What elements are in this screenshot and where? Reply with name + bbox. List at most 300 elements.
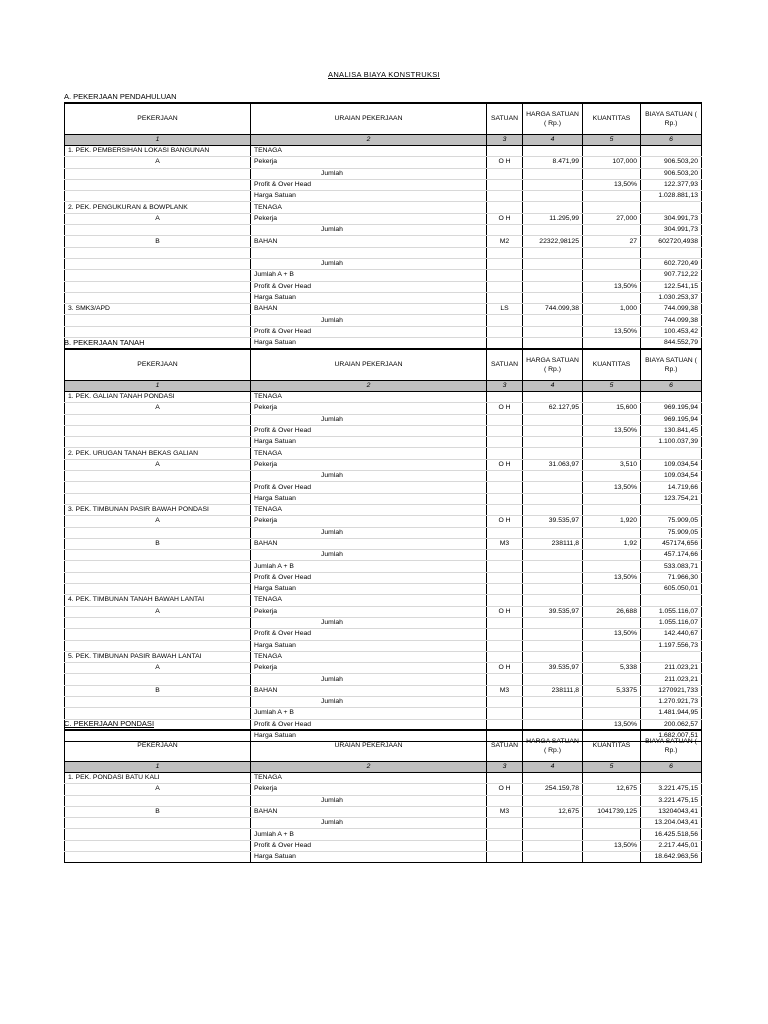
table-cell: [583, 640, 641, 651]
table-cell: [65, 191, 251, 202]
table-cell: [487, 437, 523, 448]
table-cell: [523, 326, 583, 337]
header-biaya-satuan: BIAYA SATUAN ( Rp.): [641, 349, 702, 381]
table-row: [65, 697, 702, 708]
table-cell: [523, 572, 583, 583]
table-row: [65, 617, 702, 628]
table-cell: Harga Satuan: [251, 640, 487, 651]
table-cell: A: [65, 459, 251, 470]
table-cell: 744.099,38: [523, 304, 583, 315]
table-cell: Jumlah A + B: [251, 270, 487, 281]
column-number: 5: [583, 381, 641, 392]
table-cell: 12,675: [523, 806, 583, 817]
table-cell: 5,338: [583, 663, 641, 674]
table-cell: [583, 595, 641, 606]
table-cell: [65, 550, 251, 561]
column-number: 1: [65, 381, 251, 392]
table-cell: 1,920: [583, 516, 641, 527]
table-cell: [523, 852, 583, 863]
table-cell: [583, 270, 641, 281]
table-cell: 31.063,97: [523, 459, 583, 470]
table-cell: 13,50%: [583, 179, 641, 190]
column-number: 1: [65, 762, 251, 773]
table-cell: 1.055.116,07: [641, 617, 702, 628]
table-cell: 13.204.043,41: [641, 818, 702, 829]
table-cell: 2.217.445,01: [641, 840, 702, 851]
table-cell: [523, 315, 583, 326]
header-satuan: SATUAN: [487, 730, 523, 762]
table-cell: [487, 191, 523, 202]
table-cell: [487, 326, 523, 337]
table-cell: Profit & Over Head: [251, 840, 487, 851]
table-cell: [583, 773, 641, 784]
table-cell: Harga Satuan: [251, 493, 487, 504]
table-row: [65, 392, 702, 403]
table-cell: 14.719,66: [641, 482, 702, 493]
table-cell: [523, 292, 583, 303]
table-cell: 15,600: [583, 403, 641, 414]
table-cell: 1.682.007,51: [641, 730, 702, 741]
table-cell: [523, 773, 583, 784]
table-cell: [583, 708, 641, 719]
table-cell: Jumlah: [251, 818, 487, 829]
table-cell: [523, 471, 583, 482]
section-title-a: A. PEKERJAAN PENDAHULUAN: [64, 92, 177, 101]
table-row: [65, 840, 702, 851]
table-cell: 304.991,73: [641, 213, 702, 224]
table-cell: 39.535,97: [523, 516, 583, 527]
table-cell: A: [65, 606, 251, 617]
table-cell: [523, 795, 583, 806]
table-cell: [523, 629, 583, 640]
table-cell: [583, 471, 641, 482]
table-row: [65, 527, 702, 538]
header-kuantitas: KUANTITAS: [583, 103, 641, 135]
table-cell: [487, 414, 523, 425]
table-cell: [487, 146, 523, 157]
table-cell: 27,000: [583, 213, 641, 224]
table-cell: Profit & Over Head: [251, 326, 487, 337]
table-cell: TENAGA: [251, 146, 487, 157]
table-cell: [641, 651, 702, 662]
table-cell: 8.471,99: [523, 157, 583, 168]
table-cell: 13,50%: [583, 425, 641, 436]
table-cell: M3: [487, 538, 523, 549]
table-cell: [65, 168, 251, 179]
table-cell: 457.174,66: [641, 550, 702, 561]
table-cell: [523, 425, 583, 436]
table-cell: 109.034,54: [641, 459, 702, 470]
table-cell: [487, 270, 523, 281]
table-cell: [487, 448, 523, 459]
table-cell: BAHAN: [251, 236, 487, 247]
table-cell: [523, 504, 583, 515]
table-cell: [487, 595, 523, 606]
table-cell: O H: [487, 213, 523, 224]
table-cell: 107,000: [583, 157, 641, 168]
table-cell: [65, 795, 251, 806]
column-number: 3: [487, 381, 523, 392]
table-cell: 605.050,01: [641, 584, 702, 595]
table-row: [65, 225, 702, 236]
table-cell: [641, 448, 702, 459]
table-cell: 27: [583, 236, 641, 247]
table-cell: Harga Satuan: [251, 730, 487, 741]
table-row: [65, 236, 702, 247]
table-cell: [65, 572, 251, 583]
table-cell: [487, 550, 523, 561]
table-cell: Profit & Over Head: [251, 482, 487, 493]
table-cell: [523, 225, 583, 236]
table-cell: BAHAN: [251, 538, 487, 549]
table-cell: [523, 247, 583, 258]
document-title: ANALISA BIAYA KONSTRUKSI: [328, 70, 440, 79]
table-cell: 122.541,15: [641, 281, 702, 292]
table-row: [65, 414, 702, 425]
table-cell: [523, 829, 583, 840]
table-row: [65, 258, 702, 269]
table-cell: 744.099,38: [641, 304, 702, 315]
table-cell: 13,50%: [583, 840, 641, 851]
table-row: [65, 304, 702, 315]
table-cell: Jumlah: [251, 795, 487, 806]
table-cell: 1. PEK. GALIAN TANAH PONDASI: [65, 392, 251, 403]
table-cell: [583, 697, 641, 708]
table-row: [65, 640, 702, 651]
table-cell: [487, 840, 523, 851]
header-uraian: URAIAN PEKERJAAN: [251, 730, 487, 762]
table-cell: [487, 584, 523, 595]
table-cell: [65, 425, 251, 436]
table-cell: [523, 482, 583, 493]
table-cell: A: [65, 157, 251, 168]
table-cell: 11.295,99: [523, 213, 583, 224]
table-cell: [487, 651, 523, 662]
table-cell: TENAGA: [251, 595, 487, 606]
table-cell: TENAGA: [251, 202, 487, 213]
column-number: 6: [641, 135, 702, 146]
table-cell: [487, 292, 523, 303]
table-cell: [65, 315, 251, 326]
table-cell: [65, 326, 251, 337]
table-cell: 844.552,79: [641, 338, 702, 349]
table-cell: 3.221.475,15: [641, 795, 702, 806]
table-row: [65, 493, 702, 504]
table-cell: [487, 504, 523, 515]
table-cell: Pekerja: [251, 516, 487, 527]
header-pekerjaan: PEKERJAAN: [65, 730, 251, 762]
column-number: 6: [641, 762, 702, 773]
table-row: [65, 806, 702, 817]
table-cell: M2: [487, 236, 523, 247]
table-cell: [523, 437, 583, 448]
table-cell: [65, 281, 251, 292]
table-cell: Jumlah: [251, 414, 487, 425]
table-cell: TENAGA: [251, 392, 487, 403]
table-cell: 1. PEK. PONDASI BATU KALI: [65, 773, 251, 784]
table-cell: [65, 640, 251, 651]
table-row: [65, 202, 702, 213]
table-cell: Jumlah: [251, 550, 487, 561]
table-cell: [523, 392, 583, 403]
table-row: [65, 315, 702, 326]
table-cell: 1.030.253,37: [641, 292, 702, 303]
table-cell: Jumlah: [251, 258, 487, 269]
column-number: 5: [583, 762, 641, 773]
table-cell: [523, 258, 583, 269]
table-cell: [523, 584, 583, 595]
table-row: [65, 191, 702, 202]
table-cell: [523, 550, 583, 561]
table-cell: Jumlah: [251, 471, 487, 482]
table-row: [65, 572, 702, 583]
table-row: [65, 504, 702, 515]
table-cell: 130.841,45: [641, 425, 702, 436]
table-cell: Pekerja: [251, 784, 487, 795]
table-cell: [523, 617, 583, 628]
table-cell: [523, 202, 583, 213]
header-harga-satuan: HARGA SATUAN ( Rp.): [523, 730, 583, 762]
table-cell: Jumlah A + B: [251, 561, 487, 572]
table-cell: 1,92: [583, 538, 641, 549]
table-cell: 39.535,97: [523, 606, 583, 617]
table-cell: Jumlah: [251, 225, 487, 236]
table-cell: [523, 414, 583, 425]
table-cell: 1. PEK. PEMBERSIHAN LOKASI BANGUNAN: [65, 146, 251, 157]
table-cell: [583, 550, 641, 561]
table-cell: [583, 818, 641, 829]
column-number: 2: [251, 135, 487, 146]
table-cell: [65, 292, 251, 303]
table-cell: [583, 202, 641, 213]
table-cell: 602.720,49: [641, 258, 702, 269]
table-cell: [65, 247, 251, 258]
table-cell: [487, 202, 523, 213]
table-cell: 62.127,95: [523, 403, 583, 414]
table-row: [65, 538, 702, 549]
header-uraian: URAIAN PEKERJAAN: [251, 349, 487, 381]
table-cell: TENAGA: [251, 448, 487, 459]
table-cell: 75.909,05: [641, 527, 702, 538]
table-cell: [583, 292, 641, 303]
table-cell: O H: [487, 403, 523, 414]
table-cell: Harga Satuan: [251, 191, 487, 202]
table-cell: [251, 247, 487, 258]
table-cell: 254.159,78: [523, 784, 583, 795]
table-cell: 4. PEK. TIMBUNAN TANAH BAWAH LANTAI: [65, 595, 251, 606]
table-cell: [583, 437, 641, 448]
table-cell: [523, 146, 583, 157]
table-cell: [65, 629, 251, 640]
table-cell: [65, 561, 251, 572]
table-row: [65, 595, 702, 606]
table-cell: [583, 258, 641, 269]
header-kuantitas: KUANTITAS: [583, 730, 641, 762]
table-cell: Jumlah: [251, 617, 487, 628]
table-cell: [65, 258, 251, 269]
table-cell: 2. PEK. URUGAN TANAH BEKAS GALIAN: [65, 448, 251, 459]
section-title-b: B. PEKERJAAN TANAH: [64, 338, 145, 347]
table-row: [65, 448, 702, 459]
table-row: [65, 818, 702, 829]
column-number: 2: [251, 381, 487, 392]
table-cell: [487, 561, 523, 572]
table-cell: [487, 617, 523, 628]
table-cell: BAHAN: [251, 806, 487, 817]
table-cell: [523, 270, 583, 281]
table-cell: M3: [487, 685, 523, 696]
table-cell: 906.503,20: [641, 168, 702, 179]
table-cell: [65, 270, 251, 281]
table-cell: BAHAN: [251, 685, 487, 696]
table-cell: [583, 829, 641, 840]
table-cell: Pekerja: [251, 663, 487, 674]
table-cell: [487, 629, 523, 640]
table-cell: A: [65, 213, 251, 224]
table-cell: TENAGA: [251, 651, 487, 662]
table-cell: [583, 527, 641, 538]
table-cell: 1.100.037,39: [641, 437, 702, 448]
column-number: 4: [523, 135, 583, 146]
column-number: 3: [487, 762, 523, 773]
table-cell: [523, 179, 583, 190]
table-cell: O H: [487, 784, 523, 795]
table-row: [65, 685, 702, 696]
table-cell: 969.195,94: [641, 403, 702, 414]
table-cell: [641, 595, 702, 606]
table-row: [65, 247, 702, 258]
table-row: [65, 326, 702, 337]
table-cell: [487, 773, 523, 784]
table-cell: Pekerja: [251, 606, 487, 617]
table-row: [65, 606, 702, 617]
table-cell: 16.425.518,56: [641, 829, 702, 840]
table-cell: TENAGA: [251, 504, 487, 515]
table-row: [65, 651, 702, 662]
table-cell: [523, 527, 583, 538]
column-number: 4: [523, 762, 583, 773]
table-cell: O H: [487, 459, 523, 470]
table-cell: 457174,656: [641, 538, 702, 549]
table-cell: [487, 247, 523, 258]
table-cell: 744.099,38: [641, 315, 702, 326]
table-cell: 13,50%: [583, 482, 641, 493]
table-cell: 71.966,30: [641, 572, 702, 583]
table-cell: 238111,8: [523, 685, 583, 696]
table-cell: Pekerja: [251, 459, 487, 470]
table-cell: [487, 392, 523, 403]
table-cell: [523, 281, 583, 292]
table-cell: Jumlah: [251, 527, 487, 538]
table-cell: [583, 795, 641, 806]
table-cell: 142.440,67: [641, 629, 702, 640]
table-cell: [583, 561, 641, 572]
table-cell: Harga Satuan: [251, 584, 487, 595]
table-cell: Profit & Over Head: [251, 629, 487, 640]
table-cell: 26,688: [583, 606, 641, 617]
table-cell: [65, 493, 251, 504]
table-row: [65, 471, 702, 482]
table-cell: [487, 572, 523, 583]
table-cell: [583, 414, 641, 425]
table-cell: [583, 225, 641, 236]
table-row: [65, 403, 702, 414]
table-row: [65, 213, 702, 224]
table-cell: [523, 840, 583, 851]
table-cell: 100.453,42: [641, 326, 702, 337]
table-cell: Profit & Over Head: [251, 425, 487, 436]
table-cell: [487, 852, 523, 863]
column-number: 2: [251, 762, 487, 773]
table-cell: LS: [487, 304, 523, 315]
table-cell: Harga Satuan: [251, 338, 487, 349]
table-cell: Harga Satuan: [251, 852, 487, 863]
table-cell: [523, 191, 583, 202]
column-number: 5: [583, 135, 641, 146]
table-cell: 13,50%: [583, 326, 641, 337]
table-row: [65, 270, 702, 281]
table-cell: 22322,98125: [523, 236, 583, 247]
table-cell: [583, 146, 641, 157]
table-cell: [65, 584, 251, 595]
table-cell: B: [65, 685, 251, 696]
table-cell: [583, 247, 641, 258]
table-cell: [487, 425, 523, 436]
table-cell: 906.503,20: [641, 157, 702, 168]
table-row: [65, 663, 702, 674]
table-cell: [583, 493, 641, 504]
table-cell: [65, 840, 251, 851]
column-number: 3: [487, 135, 523, 146]
table-cell: 109.034,54: [641, 471, 702, 482]
table-cell: 1270921,733: [641, 685, 702, 696]
table-cell: [65, 179, 251, 190]
table-cell: B: [65, 538, 251, 549]
table-cell: [523, 595, 583, 606]
header-satuan: SATUAN: [487, 349, 523, 381]
table-cell: Jumlah: [251, 697, 487, 708]
table-row: [65, 784, 702, 795]
table-cell: [65, 482, 251, 493]
table-cell: A: [65, 516, 251, 527]
header-pekerjaan: PEKERJAAN: [65, 349, 251, 381]
table-cell: [487, 471, 523, 482]
section-title-c: C. PEKERJAAN PONDASI: [64, 719, 155, 728]
table-row: [65, 584, 702, 595]
table-cell: 3. PEK. TIMBUNAN PASIR BAWAH PONDASI: [65, 504, 251, 515]
table-cell: B: [65, 236, 251, 247]
table-cell: 602720,4938: [641, 236, 702, 247]
table-row: [65, 437, 702, 448]
table-cell: [487, 281, 523, 292]
table-cell: 3. SMK3/APD: [65, 304, 251, 315]
table-cell: [65, 708, 251, 719]
table-row: [65, 146, 702, 157]
table-row: [65, 829, 702, 840]
table-cell: Jumlah A + B: [251, 708, 487, 719]
table-cell: 13,50%: [583, 719, 641, 730]
table-row: [65, 629, 702, 640]
header-satuan: SATUAN: [487, 103, 523, 135]
table-cell: [65, 697, 251, 708]
table-cell: 5. PEK. TIMBUNAN PASIR BAWAH LANTAI: [65, 651, 251, 662]
table-cell: TENAGA: [251, 773, 487, 784]
header-kuantitas: KUANTITAS: [583, 349, 641, 381]
table-cell: 13,50%: [583, 281, 641, 292]
table-cell: 5,3375: [583, 685, 641, 696]
table-cell: M3: [487, 806, 523, 817]
table-cell: 1.270.921,73: [641, 697, 702, 708]
